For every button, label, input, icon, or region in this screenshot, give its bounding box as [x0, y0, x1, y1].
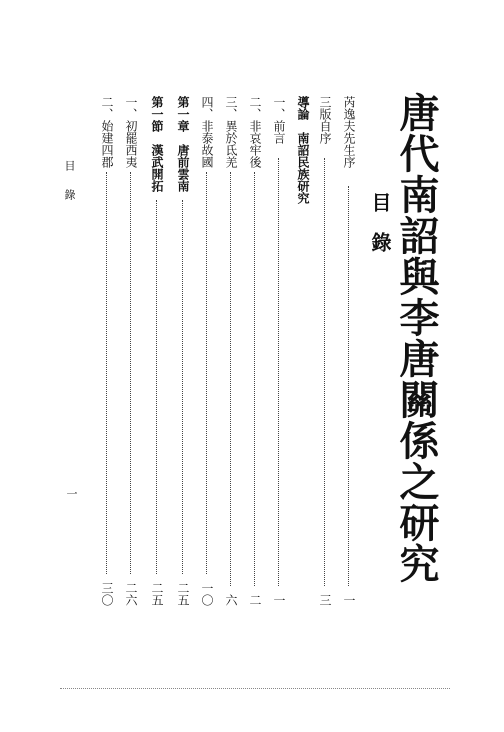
toc-entry-page: 六 [224, 594, 238, 606]
toc-entry-page: 二五 [176, 582, 190, 606]
toc-entry-label: 二、非哀牢後 [248, 96, 262, 168]
toc-entry-label: 三版自序 [318, 96, 332, 144]
leader-dots [230, 172, 231, 586]
leader-dots [156, 200, 157, 574]
toc-entry-label: 三、異於氐羌 [224, 96, 238, 168]
toc-entry-introduction [296, 96, 310, 606]
leader-dots [254, 172, 255, 586]
leader-dots [182, 200, 183, 574]
toc-entry-not-thai [200, 96, 214, 606]
toc-entry-page: 三 [318, 594, 332, 606]
toc-entry-page: 一 [272, 594, 286, 606]
toc-entry-label: 導論 南詔民族研究 [296, 96, 310, 204]
toc-entry-label: 芮逸夫先生序 [342, 96, 356, 168]
page-number: 一 [65, 488, 78, 499]
toc-entry-four-commanderies [100, 96, 114, 606]
toc-entry-page: 二五 [150, 582, 164, 606]
book-title: 唐代南詔與李唐關係之研究 [393, 92, 440, 584]
toc-entry-differ-diqiang [224, 96, 238, 606]
leader-dots [206, 172, 207, 574]
toc-entry-preface-third [318, 96, 332, 606]
toc-entry-page: 一 [342, 594, 356, 606]
toc-entry-label: 四、非泰故國 [200, 96, 214, 168]
toc-entry-label: 一、初罷西夷 [124, 96, 138, 168]
bottom-rule [60, 688, 450, 689]
leader-dots [278, 158, 279, 586]
toc-entry-foreword [272, 96, 286, 606]
toc-entry-preface-rui [342, 96, 356, 606]
leader-dots [348, 186, 349, 586]
toc-entry-section-one [150, 96, 164, 606]
leader-dots [324, 158, 325, 586]
toc-entry-page: 二 [248, 594, 262, 606]
toc-entry-page: 三〇 [100, 582, 114, 606]
running-head: 目錄 [63, 160, 76, 218]
toc-heading: 目錄 [368, 192, 392, 272]
toc-entry-page: 一〇 [200, 582, 214, 606]
leader-dots [130, 172, 131, 574]
toc-entry-not-ailao [248, 96, 262, 606]
toc-entry-label: 第一章 唐前雲南 [176, 96, 190, 192]
toc-entry-chapter-one [176, 96, 190, 606]
leader-dots [106, 172, 107, 574]
toc-entry-page: 二六 [124, 582, 138, 606]
toc-entry-label: 第一節 漢武開拓 [150, 96, 164, 192]
toc-entry-first-west [124, 96, 138, 606]
toc-entry-label: 一、前言 [272, 96, 286, 144]
toc-entry-label: 二、始建四郡 [100, 96, 114, 168]
